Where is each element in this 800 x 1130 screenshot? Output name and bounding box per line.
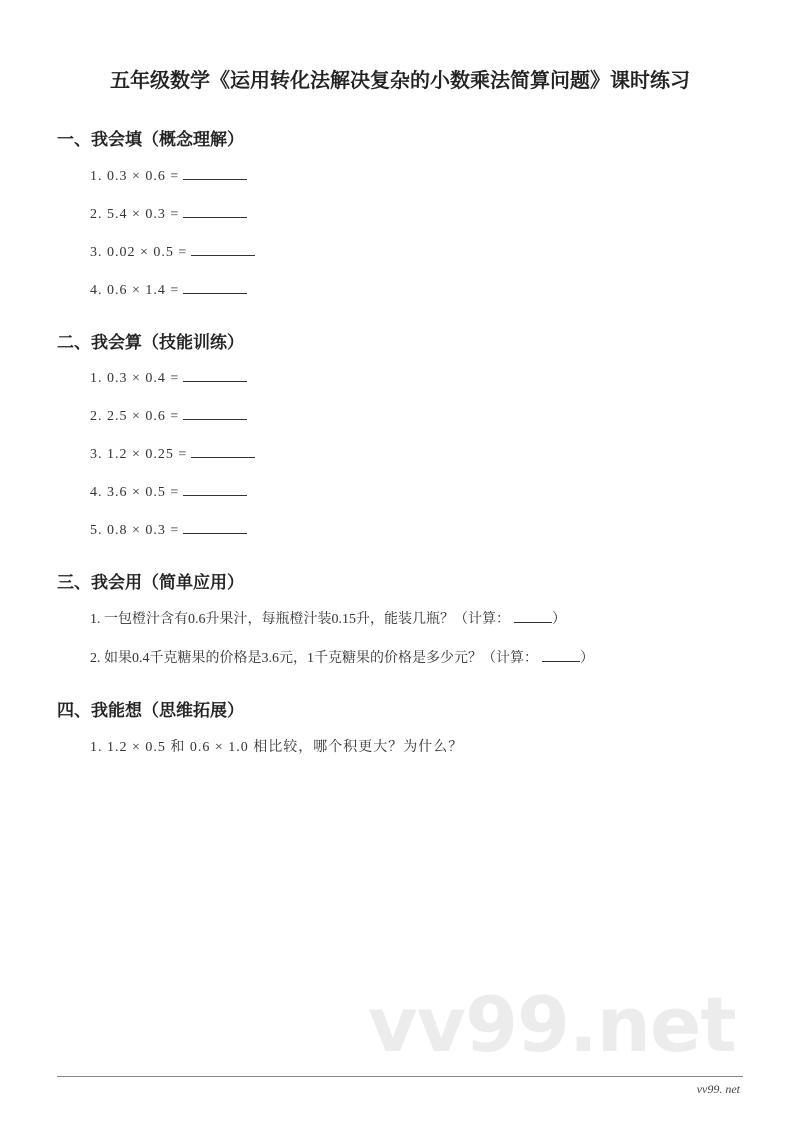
answer-blank[interactable] bbox=[514, 608, 552, 623]
question-item bbox=[90, 519, 247, 539]
question-text: 1. 0.3 × 0.4 = bbox=[90, 371, 180, 386]
footer-text: vv99. net bbox=[696, 1082, 740, 1096]
section-heading: 四、我能想（思维拓展） bbox=[57, 701, 244, 720]
section-heading: 三、我会用（简单应用） bbox=[57, 573, 244, 592]
section-heading: 二、我会算（技能训练） bbox=[57, 333, 244, 352]
close-paren: ） bbox=[552, 612, 566, 627]
answer-blank[interactable] bbox=[183, 165, 247, 180]
question-item bbox=[90, 279, 247, 299]
question-item bbox=[90, 165, 247, 185]
question-text: 2. 2.5 × 0.6 = bbox=[90, 409, 180, 424]
close-paren: ） bbox=[580, 651, 594, 666]
question-item bbox=[90, 367, 247, 387]
answer-blank[interactable] bbox=[191, 241, 255, 256]
question-item bbox=[90, 203, 247, 223]
question-item bbox=[90, 443, 255, 463]
question-text: 5. 0.8 × 0.3 = bbox=[90, 523, 180, 538]
question-text: 3. 1.2 × 0.25 = bbox=[90, 447, 188, 462]
question-text: 1. 0.3 × 0.6 = bbox=[90, 169, 180, 184]
question-item bbox=[90, 481, 247, 501]
answer-blank[interactable] bbox=[183, 481, 247, 496]
page-title: 五年级数学《运用转化法解决复杂的小数乘法简算问题》课时练习 bbox=[110, 70, 690, 92]
answer-blank[interactable] bbox=[183, 367, 247, 382]
question-item bbox=[90, 608, 566, 628]
question-text: 3. 0.02 × 0.5 = bbox=[90, 245, 188, 260]
question-item: 1. 1.2 × 0.5 和 0.6 × 1.0 相比较，哪个积更大？为什么？ bbox=[90, 740, 464, 755]
question-text: 2. 如果0.4千克糖果的价格是3.6元，1千克糖果的价格是多少元？（计算： bbox=[90, 651, 538, 666]
watermark: vv99.net bbox=[368, 980, 736, 1069]
answer-blank[interactable] bbox=[183, 405, 247, 420]
answer-blank[interactable] bbox=[183, 279, 247, 294]
question-text: 4. 3.6 × 0.5 = bbox=[90, 485, 180, 500]
footer-divider bbox=[57, 1076, 743, 1077]
answer-blank[interactable] bbox=[183, 519, 247, 534]
section-heading: 一、我会填（概念理解） bbox=[57, 130, 244, 149]
question-item bbox=[90, 241, 255, 261]
question-item bbox=[90, 405, 247, 425]
answer-blank[interactable] bbox=[542, 647, 580, 662]
question-item bbox=[90, 647, 594, 667]
answer-blank[interactable] bbox=[191, 443, 255, 458]
question-text: 4. 0.6 × 1.4 = bbox=[90, 283, 180, 298]
question-text: 2. 5.4 × 0.3 = bbox=[90, 207, 180, 222]
question-text: 1. 一包橙汁含有0.6升果汁，每瓶橙汁装0.15升，能装几瓶？（计算： bbox=[90, 612, 510, 627]
answer-blank[interactable] bbox=[183, 203, 247, 218]
